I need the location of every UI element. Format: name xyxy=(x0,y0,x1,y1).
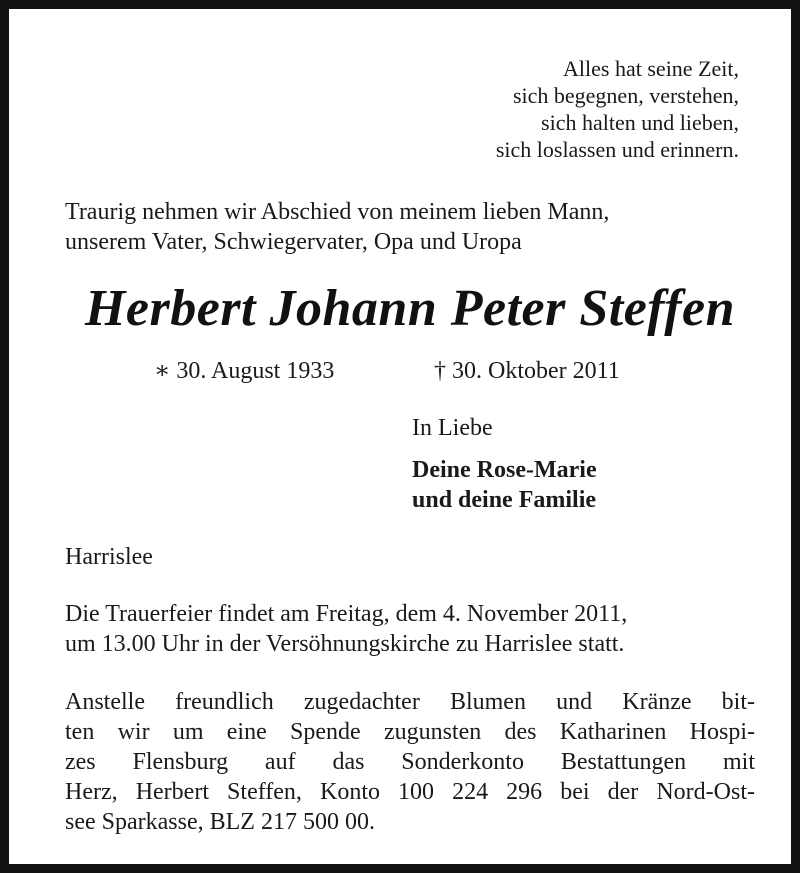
in-love-label: In Liebe xyxy=(412,415,493,441)
birth-date-line xyxy=(154,357,334,385)
donation-line: see Sparkasse, BLZ 217 500 00. xyxy=(65,809,375,835)
signer-line: Deine Rose-Marie xyxy=(412,457,597,483)
deceased-name: Herbert Johann Peter Steffen xyxy=(84,280,736,337)
death-cross-icon: † xyxy=(434,358,446,384)
death-date-line xyxy=(434,357,620,385)
donation-line: Herz, Herbert Steffen, Konto 100 224 296 bei der Nord-Ost- xyxy=(65,779,755,805)
ceremony-info xyxy=(65,599,755,659)
intro-line: Traurig nehmen wir Abschied von meinem lieben Mann, xyxy=(65,199,610,225)
donation-line: ten wir um eine Spende zugunsten des Katharinen Hospi- xyxy=(65,719,755,745)
motto-line: sich begegnen, verstehen, xyxy=(512,83,739,108)
donation-info xyxy=(65,687,755,837)
intro-text xyxy=(65,197,755,257)
birth-star-icon: ∗ xyxy=(154,358,171,384)
motto-line: Alles hat seine Zeit, xyxy=(563,56,739,81)
birth-date: 30. August 1933 xyxy=(176,358,335,384)
motto-line: sich halten und lieben, xyxy=(541,110,739,135)
place-name: Harrislee xyxy=(65,544,153,570)
motto-verse xyxy=(496,55,739,163)
intro-line: unserem Vater, Schwiegervater, Opa und Uropa xyxy=(65,229,522,255)
signature-block xyxy=(412,413,597,515)
signer-line: und deine Familie xyxy=(412,487,597,513)
ceremony-line: um 13.00 Uhr in der Versöhnungskirche zu Harrislee statt. xyxy=(65,631,625,657)
donation-line: zes Flensburg auf das Sonderkonto Bestattungen mit xyxy=(65,749,755,775)
donation-line: Anstelle freundlich zugedachter Blumen und Kränze bit- xyxy=(65,689,755,715)
motto-line: sich loslassen und erinnern. xyxy=(495,137,739,162)
ceremony-line: Die Trauerfeier findet am Freitag, dem 4. November 2011, xyxy=(65,601,628,627)
death-date: 30. Oktober 2011 xyxy=(452,358,620,384)
